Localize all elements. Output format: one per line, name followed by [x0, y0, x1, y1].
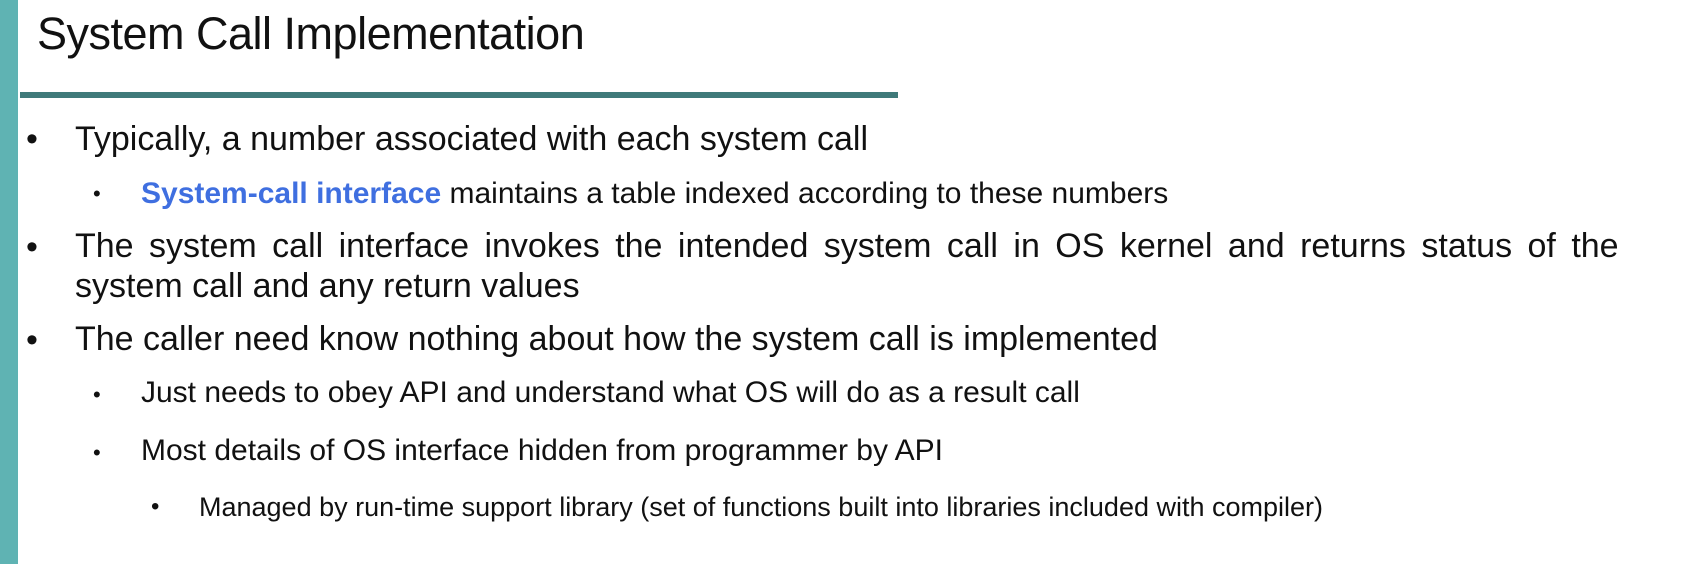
bullet-marker: • [151, 493, 160, 520]
bullet-2-line-2: system call and any return values [75, 267, 580, 305]
bullet-2-line-1: The system call interface invokes the intended system call in OS kernel and returns status of the [75, 227, 1619, 265]
bullet-3-2-1: Managed by run-time support library (set of functions built into libraries included with compiler) [199, 492, 1324, 522]
bullet-marker: • [26, 120, 38, 158]
bullet-1-1 [141, 177, 1168, 211]
bullet-1-1-text: maintains a table indexed according to these numbers [441, 177, 1169, 210]
system-call-interface-highlight: System-call interface [141, 177, 442, 210]
bullet-marker: • [93, 382, 101, 407]
bullet-3: The caller need know nothing about how the system call is implemented [75, 320, 1158, 358]
bullet-marker: • [26, 228, 38, 266]
bullet-marker: • [93, 440, 101, 465]
bullet-marker: • [26, 321, 38, 359]
slide-title: System Call Implementation [37, 8, 585, 59]
bullet-1: Typically, a number associated with each system call [75, 120, 869, 158]
bullet-3-2: Most details of OS interface hidden from programmer by API [141, 434, 944, 467]
bullet-3-1: Just needs to obey API and understand what OS will do as a result call [141, 376, 1080, 409]
bullet-marker: • [93, 181, 101, 206]
